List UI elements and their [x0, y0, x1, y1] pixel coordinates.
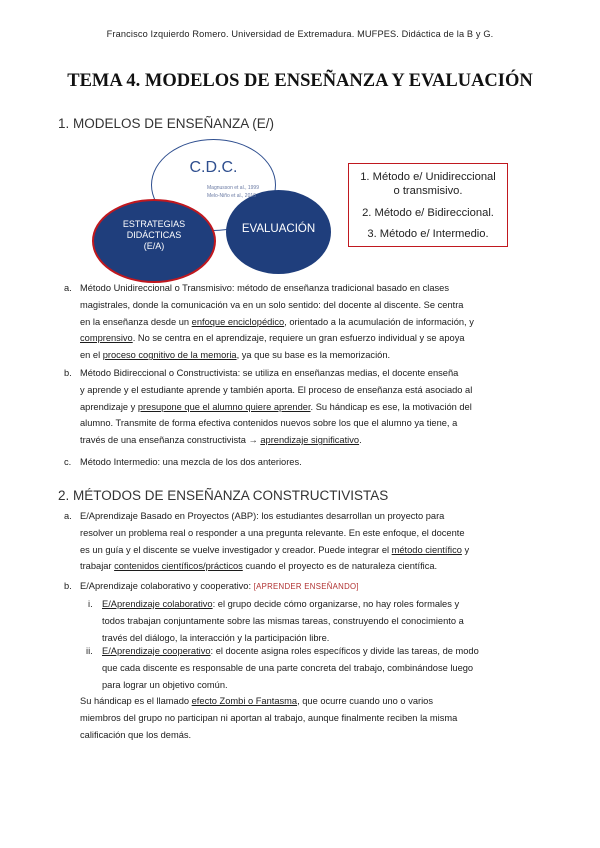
- underlined-term: método científico: [391, 544, 462, 555]
- list-marker: a.: [64, 283, 72, 293]
- strategies-line: (E/A): [143, 241, 165, 251]
- underlined-term: proceso cognitivo de la memoria: [102, 350, 237, 361]
- text: : el docente asigna roles específicos y divide las tareas, de modo: [210, 646, 479, 656]
- text-line: magistrales, donde la comunicación va en un solo sentido: del docente al discente. Se centra: [80, 299, 464, 310]
- text-line: [102, 596, 529, 613]
- closing-paragraph: [80, 693, 529, 743]
- text-line: [80, 314, 529, 331]
- text-line: calificación que los demás.: [80, 729, 192, 740]
- list-item-collaborative: [80, 578, 529, 596]
- text-line: para lograr un objetivo común.: [102, 679, 228, 690]
- text-line: Método Bidireccional o Constructivista: se utiliza en enseñanzas medias, el docente enseña: [80, 368, 459, 378]
- text-line: [80, 542, 529, 559]
- section-1-heading: 1. MODELOS DE ENSEÑANZA (E/): [58, 116, 275, 131]
- text: aprendizaje y: [80, 401, 138, 412]
- list-item-intermediate: [80, 454, 529, 471]
- text: través de una enseñanza constructivista →: [80, 435, 261, 446]
- text-line: [80, 330, 529, 347]
- underlined-term: efecto Zombi o Fantasma: [191, 696, 298, 706]
- sublist-item-cooperative: [102, 643, 529, 693]
- text-line: resolver un problema real o responder a una pregunta relevante. En este enfoque, el docente: [80, 527, 465, 538]
- methods-box-item: 1. Método e/ Unidireccional: [360, 171, 496, 183]
- text-line: [80, 558, 529, 575]
- underlined-term: enfoque enciclopédico: [191, 316, 285, 327]
- text-line: [80, 347, 529, 364]
- text-line: Método Unidireccional o Transmisivo: método de enseñanza tradicional basado en clases: [80, 283, 449, 293]
- text: . No se centra en el aprendizaje, requiere un gran esfuerzo individual y se apoya: [132, 333, 465, 344]
- text: , orientado a la acumulación de información, y: [284, 316, 474, 327]
- text: E/Aprendizaje colaborativo y cooperativo:: [80, 581, 254, 591]
- text-line: [102, 643, 529, 660]
- text: Su hándicap es el llamado: [80, 696, 192, 706]
- text: es un guía y el discente se vuelve investigador y creador. Puede integrar el: [80, 544, 392, 555]
- text-line: través del diálogo, la interacción y la participación libre.: [102, 632, 330, 643]
- list-item-unidirectional: [80, 280, 529, 364]
- sublist-marker: i.: [88, 599, 93, 609]
- underlined-term: E/Aprendizaje colaborativo: [102, 599, 213, 609]
- text: , que ocurre cuando uno o varios: [297, 696, 433, 706]
- text-line: todos trabajan conjuntamente sobre las mismas tareas, construyendo el conocimiento a: [102, 615, 464, 626]
- text-line: [80, 693, 529, 710]
- methods-box-item: o transmisivo.: [393, 185, 463, 197]
- text-line: alumno. Transmite de forma efectiva contenidos nuevos sobre los que el alumno ya tiene, a: [80, 418, 458, 429]
- underlined-term: comprensivo: [80, 333, 133, 344]
- methods-box-item: 3. Método e/ Intermedio.: [367, 228, 489, 240]
- text-line: que cada discente es responsable de una parte concreta del trabajo, combinándose luego: [102, 662, 474, 673]
- text-line: [80, 432, 529, 449]
- text-line: Método Intermedio: una mezcla de los dos anteriores.: [80, 457, 302, 467]
- text: , ya que su base es la memorización.: [236, 350, 391, 361]
- list-item-bidirectional: [80, 365, 529, 449]
- text: cuando el proyecto es de naturaleza científica.: [242, 561, 438, 572]
- text-line: [80, 578, 529, 596]
- page-header: Francisco Izquierdo Romero. Universidad de Extremadura. MUFPES. Didáctica de la B y G.: [106, 29, 494, 39]
- text-line: y aprende y el estudiante aprende y también aporta. El proceso de enseñanza está asociado al: [80, 384, 473, 395]
- underlined-term: E/Aprendizaje cooperativo: [102, 646, 211, 656]
- text: . Su hándicap es ese, la motivación del: [310, 401, 472, 412]
- methods-box-item: 2. Método e/ Bidireccional.: [362, 207, 494, 219]
- text: en la enseñanza desde un: [80, 316, 192, 327]
- text: : el grupo decide cómo organizarse, no hay roles formales y: [212, 599, 460, 609]
- sublist-item-collaborative: [102, 596, 529, 646]
- list-marker: c.: [64, 457, 72, 467]
- underlined-term: presupone que el alumno quiere aprender: [137, 401, 311, 412]
- cdc-reference: Melo-Niño et al., 2016: [207, 193, 256, 199]
- highlight-tag: [APRENDER ENSEÑANDO]: [253, 582, 359, 591]
- text: .: [359, 435, 362, 446]
- strategies-line: ESTRATEGIAS: [122, 219, 186, 229]
- list-marker: b.: [64, 581, 72, 591]
- cdc-title: C.D.C.: [189, 159, 238, 176]
- text: y: [461, 544, 470, 555]
- section-2-heading: 2. MÉTODOS DE ENSEÑANZA CONSTRUCTIVISTAS: [58, 488, 389, 503]
- sublist-marker: ii.: [86, 646, 93, 656]
- underlined-term: aprendizaje significativo: [260, 435, 360, 446]
- list-marker: a.: [64, 511, 72, 521]
- text: en el: [80, 350, 103, 361]
- text-line: [80, 399, 529, 416]
- list-marker: b.: [64, 368, 72, 378]
- strategies-label: [92, 219, 216, 252]
- text: trabajar: [80, 561, 115, 572]
- page-title: TEMA 4. MODELOS DE ENSEÑANZA Y EVALUACIÓN: [67, 71, 533, 91]
- strategies-line: DIDÁCTICAS: [126, 230, 182, 240]
- cdc-reference: Magnusson et al., 1999: [207, 185, 259, 191]
- list-item-abp: [80, 508, 529, 575]
- text-line: E/Aprendizaje Basado en Proyectos (ABP): los estudiantes desarrollan un proyecto para: [80, 511, 445, 521]
- evaluation-label: EVALUACIÓN: [241, 223, 316, 235]
- text-line: miembros del grupo no participan ni aportan al trabajo, aunque finalmente reciben la misma: [80, 712, 458, 723]
- underlined-term: contenidos científicos/prácticos: [114, 561, 243, 572]
